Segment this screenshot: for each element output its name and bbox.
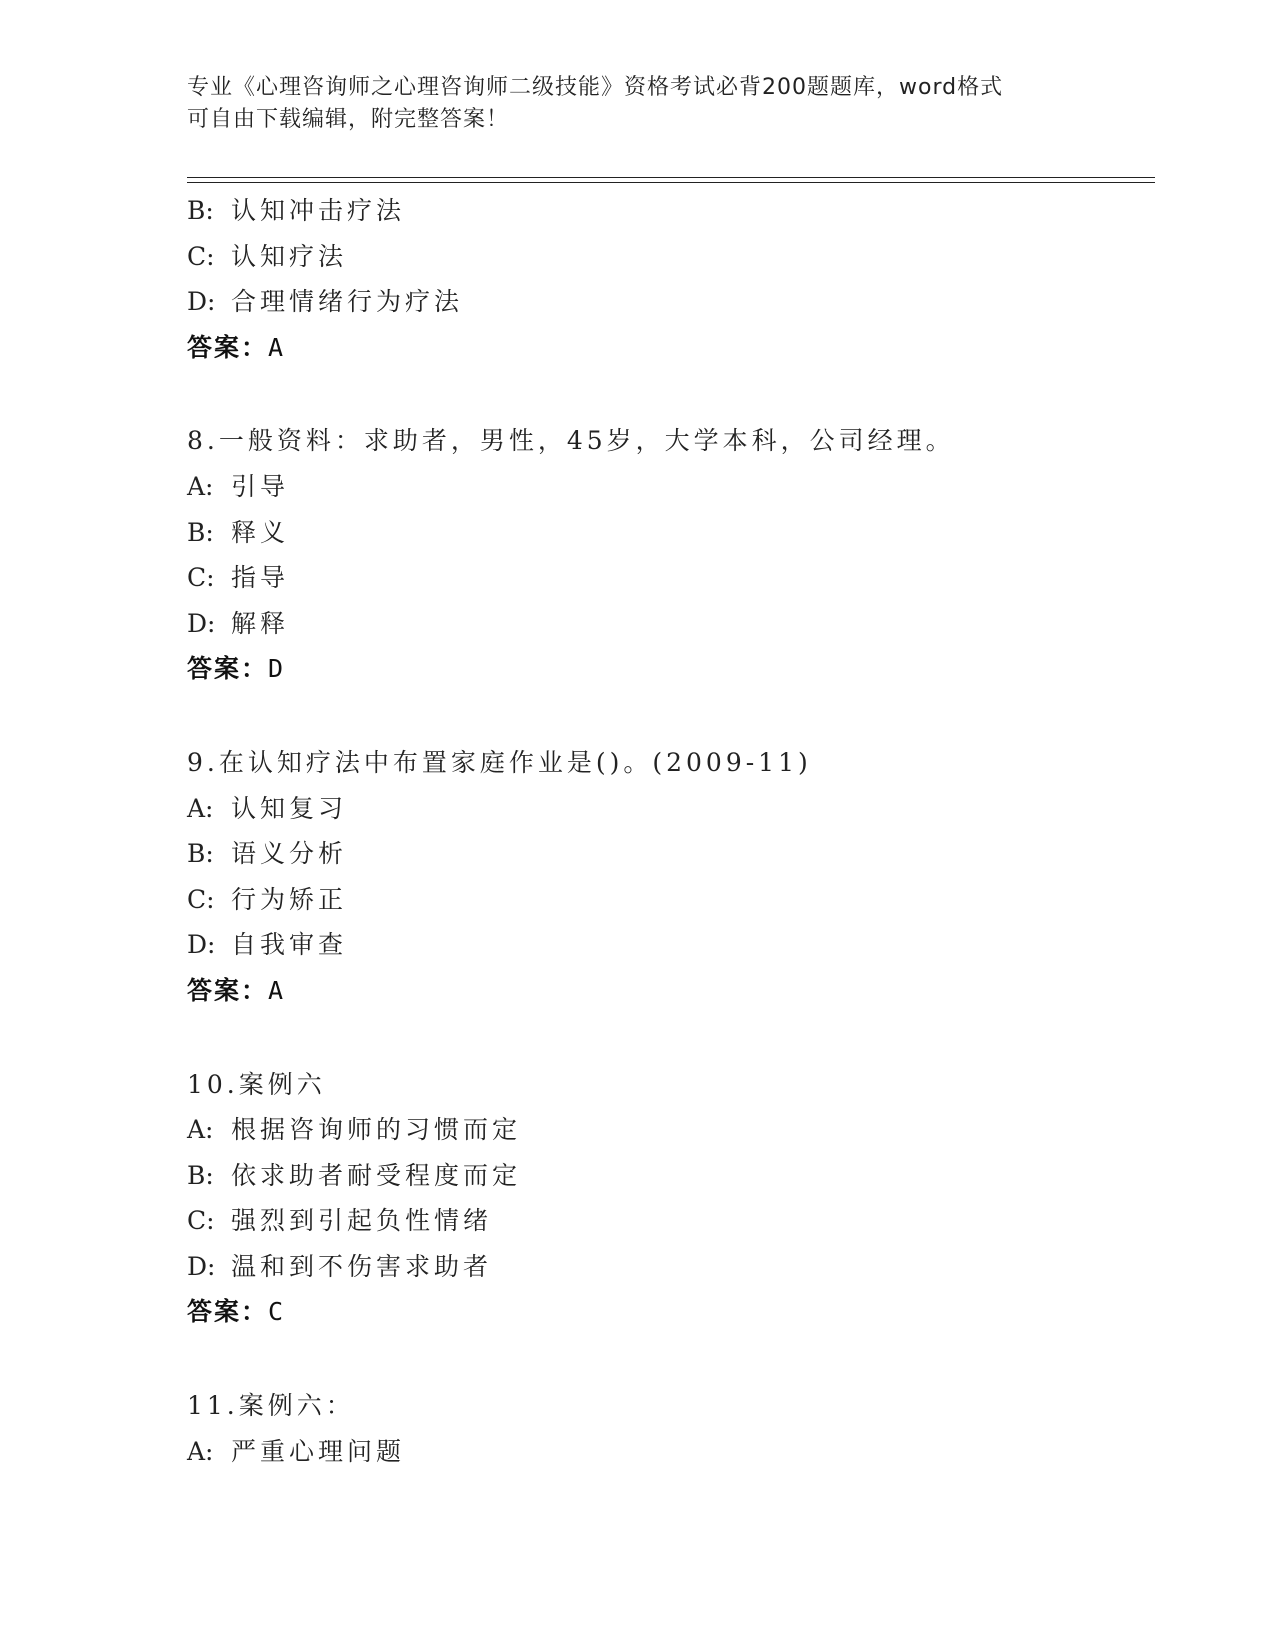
option-text: 合理情绪行为疗法 xyxy=(231,287,464,317)
option-row xyxy=(187,464,1155,510)
option-text: 自我审查 xyxy=(231,930,348,960)
question-10 xyxy=(187,1062,1155,1336)
answer-value: D xyxy=(268,654,284,684)
option-row xyxy=(187,234,1155,280)
question-stem: 8.一般资料：求助者，男性，45岁，大学本科，公司经理。 xyxy=(187,426,955,456)
option-row xyxy=(187,510,1155,556)
question-stem: 10.案例六 xyxy=(187,1069,326,1099)
option-key: B: xyxy=(187,1160,214,1190)
answer-row xyxy=(187,968,1155,1014)
answer-value: C xyxy=(268,1297,284,1327)
option-key: C: xyxy=(187,563,215,593)
option-row xyxy=(187,877,1155,923)
option-key: B: xyxy=(187,517,214,547)
answer-value: A xyxy=(268,975,284,1005)
option-key: D: xyxy=(187,930,216,960)
option-text: 引导 xyxy=(231,471,290,501)
option-text: 释义 xyxy=(231,517,290,547)
answer-row xyxy=(187,646,1155,692)
header-title-line-2: 可自由下载编辑，附完整答案！ xyxy=(187,107,510,132)
question-11 xyxy=(187,1383,1155,1474)
option-key: A: xyxy=(187,471,214,501)
answer-label: 答案： xyxy=(187,332,269,362)
option-key: B: xyxy=(187,196,214,225)
option-key: A: xyxy=(187,793,214,823)
option-text: 强烈到引起负性情绪 xyxy=(231,1206,493,1236)
option-row xyxy=(187,555,1155,601)
option-row xyxy=(187,786,1155,832)
question-7-continued xyxy=(187,188,1155,370)
option-text: 行为矫正 xyxy=(231,884,348,914)
answer-label: 答案： xyxy=(187,1297,269,1327)
option-text: 认知复习 xyxy=(231,793,348,823)
option-key: D: xyxy=(187,1251,216,1281)
option-row xyxy=(187,1153,1155,1199)
option-text: 根据咨询师的习惯而定 xyxy=(231,1115,522,1145)
option-row xyxy=(187,1107,1155,1153)
question-stem: 9.在认知疗法中布置家庭作业是()。(2009-11) xyxy=(187,747,812,777)
answer-value: A xyxy=(268,332,284,362)
answer-row xyxy=(187,325,1155,371)
option-key: C: xyxy=(187,884,215,914)
option-text: 认知冲击疗法 xyxy=(231,196,406,225)
header-title-line-1: 专业《心理咨询师之心理咨询师二级技能》资格考试必背200题题库，word格式 xyxy=(187,75,1004,100)
option-key: A: xyxy=(187,1436,214,1466)
page-header xyxy=(187,72,1087,136)
option-row xyxy=(187,1198,1155,1244)
option-text: 认知疗法 xyxy=(231,241,348,271)
option-row xyxy=(187,188,1155,234)
option-text: 解释 xyxy=(231,608,290,638)
question-8 xyxy=(187,418,1155,692)
option-row xyxy=(187,922,1155,968)
header-divider xyxy=(187,177,1155,183)
answer-row xyxy=(187,1289,1155,1335)
question-9 xyxy=(187,740,1155,1014)
option-text: 依求助者耐受程度而定 xyxy=(231,1160,522,1190)
option-text: 指导 xyxy=(231,563,290,593)
option-row xyxy=(187,601,1155,647)
option-row xyxy=(187,831,1155,877)
option-row xyxy=(187,1244,1155,1290)
option-key: B: xyxy=(187,839,214,869)
option-text: 语义分析 xyxy=(231,839,348,869)
option-key: C: xyxy=(187,1206,215,1236)
option-key: C: xyxy=(187,241,215,271)
option-row xyxy=(187,279,1155,325)
option-text: 严重心理问题 xyxy=(231,1436,406,1466)
answer-label: 答案： xyxy=(187,975,269,1005)
question-stem: 11.案例六： xyxy=(187,1391,355,1421)
option-key: D: xyxy=(187,287,216,317)
question-list xyxy=(187,188,1155,1474)
option-key: A: xyxy=(187,1115,214,1145)
answer-label: 答案： xyxy=(187,654,269,684)
option-key: D: xyxy=(187,608,216,638)
option-row xyxy=(187,1429,1155,1475)
option-text: 温和到不伤害求助者 xyxy=(231,1251,493,1281)
